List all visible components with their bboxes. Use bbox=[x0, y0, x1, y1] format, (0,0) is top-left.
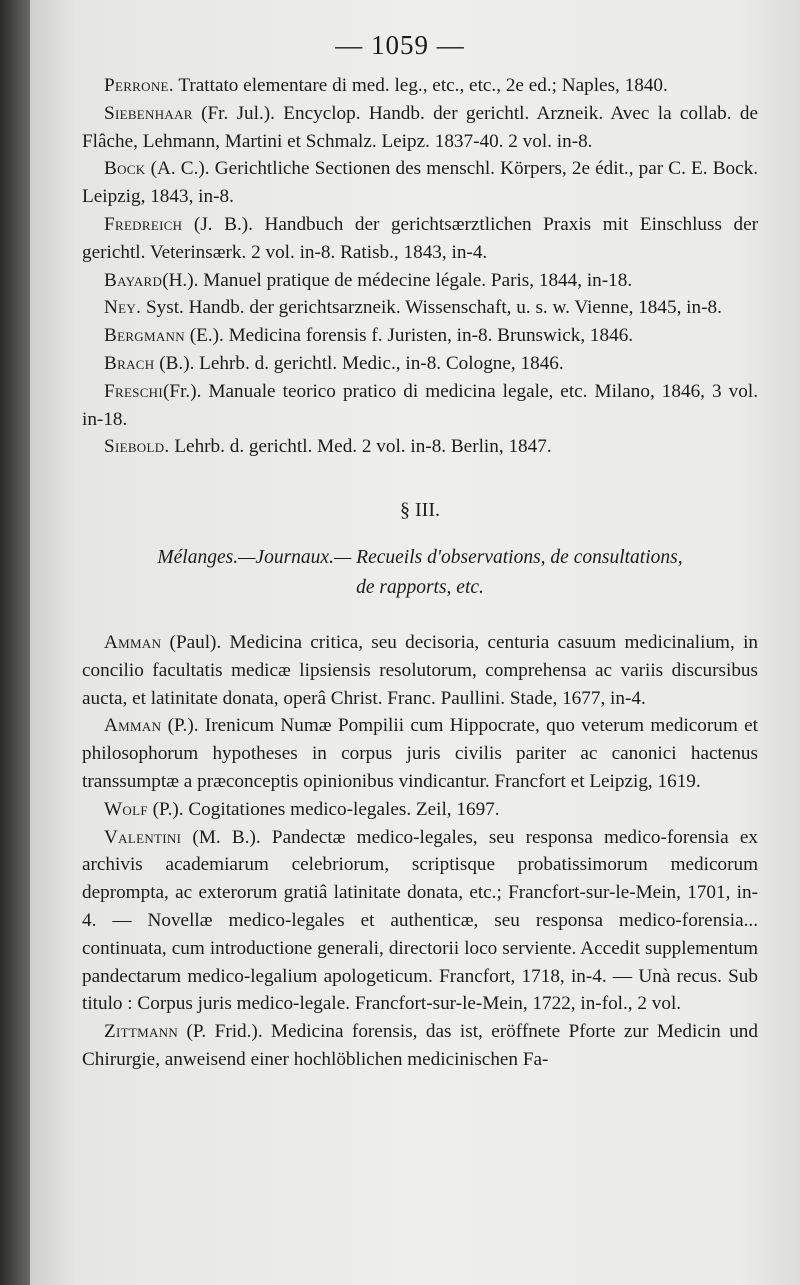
author-name: Siebenhaar bbox=[104, 102, 193, 124]
bibliography-entry bbox=[82, 378, 758, 434]
bibliography-entry bbox=[82, 322, 758, 350]
author-name: Bayard bbox=[104, 269, 163, 291]
entry-text: (H.). Manuel pratique de médecine légale. Paris, 1844, in-18. bbox=[162, 269, 633, 291]
entry-text: Lehrb. d. gerichtl. Med. 2 vol. in-8. Berlin, 1847. bbox=[169, 436, 552, 458]
entry-text: (B.). Lehrb. d. gerichtl. Medic., in-8. Cologne, 1846. bbox=[154, 352, 564, 374]
author-name: Valentini bbox=[104, 826, 182, 848]
bibliography-entry bbox=[82, 350, 758, 378]
author-name: Bergmann bbox=[104, 325, 185, 347]
bibliography-entry bbox=[82, 796, 758, 824]
entry-text: (P. Frid.). Medicina forensis, das ist, eröffnete Pforte zur Medicin und Chirurgie, anweisend einer hochlöblichen medicinischen Fa- bbox=[82, 1021, 758, 1070]
author-name: Ney. bbox=[104, 297, 142, 319]
entry-text: (P.). Cogitationes medico-legales. Zeil, 1697. bbox=[147, 798, 500, 820]
entry-text: (M. B.). Pandectæ medico-legales, seu responsa medico-forensia ex archivis academiarum celebriorum, scriptisque probatissimorum medicorum deprompta, ac exterorum gratiâ latinitate donata, etc.; Francfort-sur-le-Mein, 1701, in-4. — Novellæ medico-legales et authenticæ, seu responsa medico-forensia... continuata, cum introductione generali, directorii loco serviente. Accedit supplementum pandectarum medico-legalium apologeticum. Francfort, 1718, in-4. — Unà recus. Sub titulo : Corpus juris medico-legale. Francfort-sur-le-Mein, 1722, in-fol., 2 vol. bbox=[82, 826, 758, 1015]
entry-text: (J. B.). Handbuch der gerichtsærztlichen Praxis mit Einschluss der gerichtl. Veterinsærk. 2 vol. in-8. Ratisb., 1843, in-4. bbox=[82, 213, 758, 263]
bibliography-entry bbox=[82, 1018, 758, 1074]
author-name: Zittmann bbox=[104, 1021, 179, 1043]
bibliography-entry bbox=[82, 267, 758, 295]
bibliography-entry bbox=[82, 72, 758, 100]
entry-text: (Fr. Jul.). Encyclop. Handb. der gerichtl. Arzneik. Avec la collab. de Flâche, Lehmann, Martini et Schmalz. Leipz. 1837-40. 2 vol. in-8. bbox=[82, 102, 758, 152]
bibliography-entry bbox=[82, 211, 758, 267]
bibliography-entry bbox=[82, 629, 758, 712]
section-subtitle bbox=[82, 543, 758, 603]
author-name: Freschi bbox=[104, 380, 164, 402]
entry-text: Syst. Handb. der gerichtsarzneik. Wissenschaft, u. s. w. Vienne, 1845, in-8. bbox=[141, 297, 722, 319]
bibliography-list-1 bbox=[82, 72, 758, 461]
section-subtitle-line-1: Mélanges.—Journaux.— Recueils d'observations, de consultations, bbox=[157, 546, 683, 568]
entry-text: (E.). Medicina forensis f. Juristen, in-8. Brunswick, 1846. bbox=[184, 325, 634, 347]
author-name: Amman bbox=[104, 631, 162, 653]
bibliography-entry bbox=[82, 824, 758, 1019]
bibliography-entry bbox=[82, 100, 758, 156]
bibliography-list-2 bbox=[82, 629, 758, 1074]
entry-text: (Fr.). Manuale teorico pratico di medicina legale, etc. Milano, 1846, 3 vol. in-18. bbox=[82, 380, 758, 430]
author-name: Brach bbox=[104, 352, 155, 374]
bibliography-entry bbox=[82, 155, 758, 211]
entry-text: (Paul). Medicina critica, seu decisoria, centuria casuum medicinalium, in concilio facultatis medicæ lipsiensis resolutorum, comprehensa ac variis discursibus aucta, et latinitate donata, operâ Christ. Franc. Paullini. Stade, 1677, in-4. bbox=[82, 631, 758, 709]
scan-shadow bbox=[0, 0, 30, 1285]
section-heading: § III. bbox=[400, 499, 440, 522]
author-name: Wolf bbox=[104, 798, 148, 820]
page-body bbox=[82, 72, 758, 1074]
bibliography-entry bbox=[82, 712, 758, 795]
bibliography-entry bbox=[82, 433, 758, 461]
author-name: Fredreich bbox=[104, 213, 183, 235]
bibliography-entry bbox=[82, 294, 758, 322]
author-name: Perrone. bbox=[104, 75, 174, 96]
author-name: Bock bbox=[104, 158, 146, 180]
entry-text: Trattato elementare di med. leg., etc., etc., 2e ed.; Naples, 1840. bbox=[173, 75, 668, 96]
entry-text: (P.). Irenicum Numæ Pompilii cum Hippocrate, quo veterum medicorum et philosophorum hypotheses in corpus juris civilis pariter ac canonici hactenus transsumptæ a præconceptis opinionibus vindicantur. Francfort et Leipzig, 1619. bbox=[82, 715, 758, 792]
section-subtitle-line-2: de rapports, etc. bbox=[356, 576, 484, 598]
author-name: Siebold. bbox=[104, 436, 170, 458]
page-number: — 1059 — bbox=[335, 30, 465, 60]
entry-text: (A. C.). Gerichtliche Sectionen des menschl. Körpers, 2e édit., par C. E. Bock. Leipzig, 1843, in-8. bbox=[82, 158, 758, 208]
author-name: Amman bbox=[104, 715, 162, 737]
